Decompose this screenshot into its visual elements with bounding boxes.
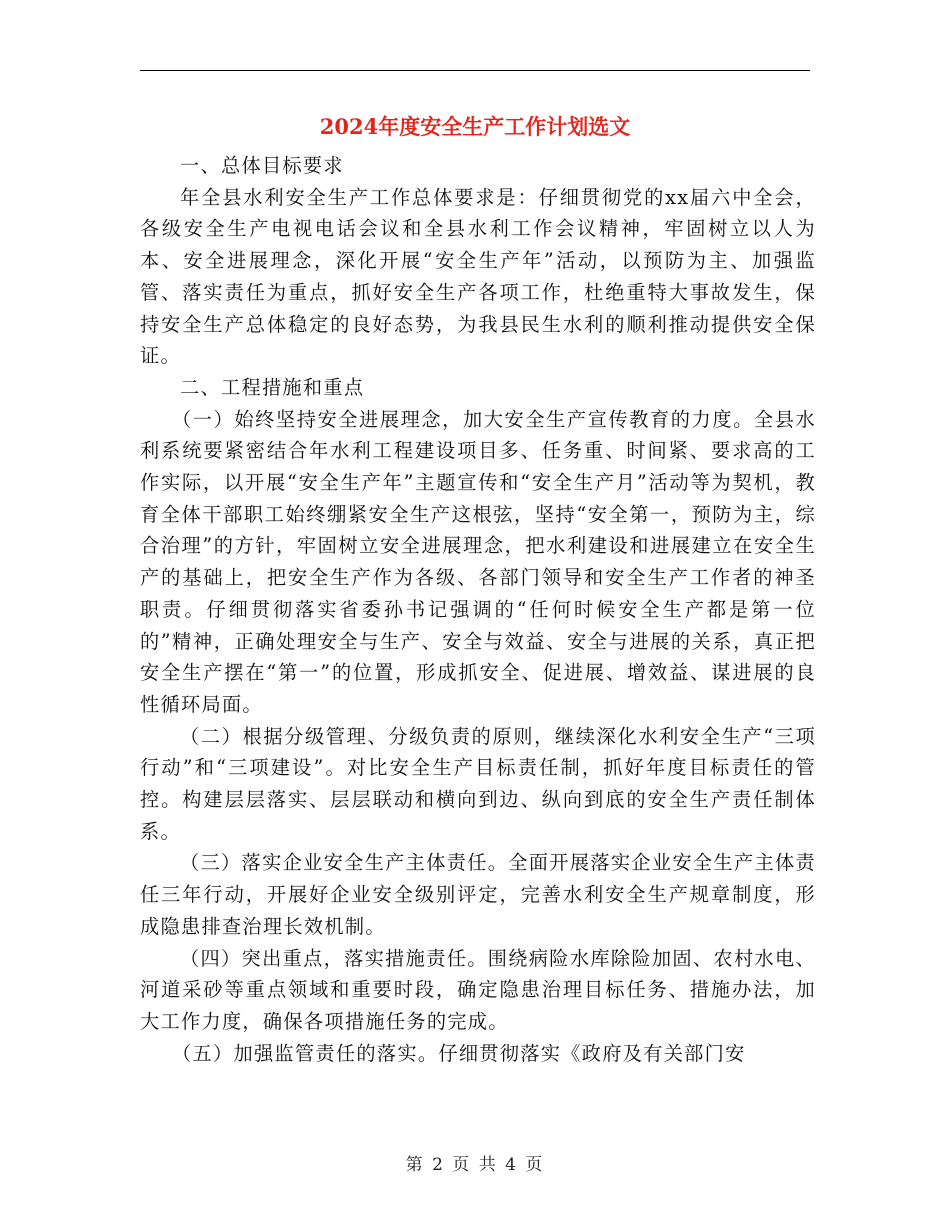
- paragraph-overall-requirements: 年全县水利安全生产工作总体要求是：仔细贯彻党的xx届六中全会，各级安全生产电视电话会议和全县水利工作会议精神，牢固树立以人为本、安全进展理念，深化开展“安全生产年”活动，以预防为主、加强监管、落实责任为重点，抓好安全生产各项工作，杜绝重特大事故发生，保持安全生产总体稳定的良好态势，为我县民生水利的顺利推动提供安全保证。: [140, 185, 816, 368]
- paragraph-measure-3: （三）落实企业安全生产主体责任。全面开展落实企业安全生产主体责任三年行动，开展好企业安全级别评定，完善水利安全生产规章制度，形成隐患排查治理长效机制。: [140, 851, 816, 938]
- paragraph-measure-1: （一）始终坚持安全进展理念，加大安全生产宣传教育的力度。全县水利系统要紧密结合年水利工程建设项目多、任务重、时间紧、要求高的工作实际，以开展“安全生产年”主题宣传和“安全生产月”活动等为契机，教育全体干部职工始终绷紧安全生产这根弦，坚持“安全第一，预防为主，综合治理”的方针，牢固树立安全进展理念，把水利建设和进展建立在安全生产的基础上，把安全生产作为各级、各部门领导和安全生产工作者的神圣职责。仔细贯彻落实省委孙书记强调的“任何时候安全生产都是第一位的”精神，正确处理安全与生产、安全与效益、安全与进展的关系，真正把安全生产摆在“第一”的位置，形成抓安全、促进展、增效益、谋进展的良性循环局面。: [140, 407, 816, 716]
- paragraph-measure-5: （五）加强监管责任的落实。仔细贯彻落实《政府及有关部门安: [172, 1041, 746, 1065]
- section-heading-2: 二、工程措施和重点: [180, 375, 365, 399]
- document-body: [140, 150, 816, 1069]
- header-rule: [140, 70, 810, 71]
- section-heading-1: 一、总体目标要求: [180, 154, 344, 177]
- page-number: 第 2 页 共 4 页: [405, 1155, 545, 1175]
- paragraph-measure-2: （二）根据分级管理、分级负责的原则，继续深化水利安全生产“三项行动”和“三项建设”。对比安全生产目标责任制，抓好年度目标责任的管控。构建层层落实、层层联动和横向到边、纵向到底的安全生产责任制体系。: [140, 724, 816, 843]
- paragraph-measure-4: （四）突出重点，落实措施责任。围绕病险水库除险加固、农村水电、河道采砂等重点领域和重要时段，确定隐患治理目标任务、措施办法，加大工作力度，确保各项措施任务的完成。: [140, 946, 816, 1033]
- document-title: 2024年度安全生产工作计划选文: [319, 114, 631, 139]
